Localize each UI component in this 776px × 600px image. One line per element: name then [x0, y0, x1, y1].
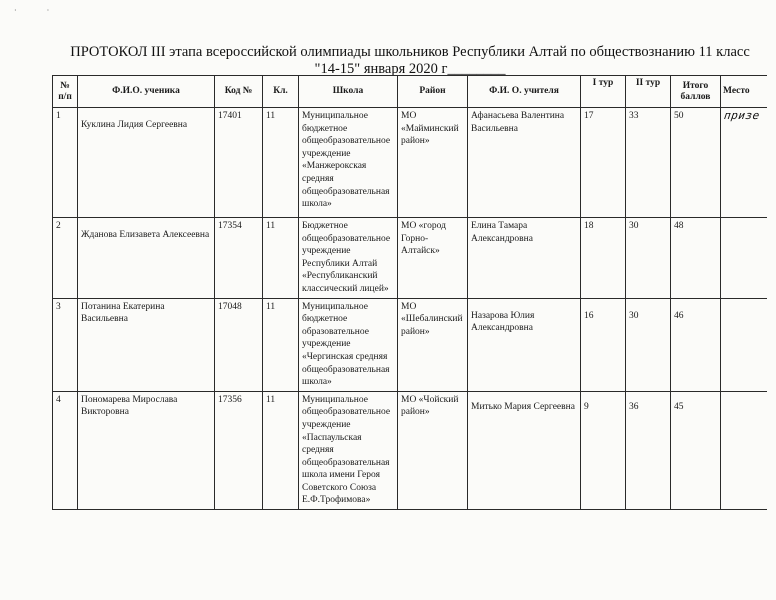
- cell-grade: 11: [263, 108, 299, 218]
- cell-place: [721, 298, 767, 391]
- cell-tour2: 36: [626, 391, 671, 509]
- cell-num: 1: [53, 108, 78, 218]
- header-school: Школа: [299, 76, 398, 108]
- protocol-title: [60, 44, 760, 78]
- table-row: [53, 391, 767, 509]
- cell-school: Муниципальное бюджетное общеобразовательное учреждение «Манжерокская средняя общеобразовательная школа»: [299, 108, 398, 218]
- cell-fio: Потанина Екатерина Васильевна: [78, 298, 215, 391]
- cell-tour2: 30: [626, 218, 671, 299]
- header-tour2: II тур: [626, 76, 671, 108]
- cell-district: МО «Шебалинский район»: [398, 298, 468, 391]
- cell-tour2: 33: [626, 108, 671, 218]
- header-tour1: I тур: [581, 76, 626, 108]
- cell-total: 46: [671, 298, 721, 391]
- cell-district: МО «Чойский район»: [398, 391, 468, 509]
- cell-tour2: 30: [626, 298, 671, 391]
- cell-grade: 11: [263, 218, 299, 299]
- results-table: [52, 75, 767, 510]
- table-row: [53, 218, 767, 299]
- table-row: [53, 298, 767, 391]
- table-row: [53, 108, 767, 218]
- cell-district: МО «город Горно-Алтайск»: [398, 218, 468, 299]
- cell-fio: Пономарева Мирослава Викторовна: [78, 391, 215, 509]
- cell-school: Муниципальное общеобразовательное учреждение «Паспаульская средняя общеобразовательная школа имени Героя Советского Союза Е.Ф.Трофимова»: [299, 391, 398, 509]
- cell-code: 17048: [215, 298, 263, 391]
- header-district: Район: [398, 76, 468, 108]
- cell-place: [721, 391, 767, 509]
- cell-tour1: 16: [581, 298, 626, 391]
- header-place: Место: [721, 76, 767, 108]
- cell-total: 50: [671, 108, 721, 218]
- handwritten-place: призе: [723, 109, 761, 122]
- cell-tour1: 17: [581, 108, 626, 218]
- cell-teacher: Митько Мария Сергеевна: [468, 391, 581, 509]
- header-teacher: Ф.И. О. учителя: [468, 76, 581, 108]
- cell-district: МО «Майминский район»: [398, 108, 468, 218]
- header-row: [53, 76, 767, 108]
- cell-place: [721, 218, 767, 299]
- cell-tour1: 9: [581, 391, 626, 509]
- cell-fio: Жданова Елизавета Алексеевна: [78, 218, 215, 299]
- cell-teacher: Назарова Юлия Александровна: [468, 298, 581, 391]
- cell-code: 17401: [215, 108, 263, 218]
- header-num: № п/п: [53, 76, 78, 108]
- title-line-2: "14-15" января 2020 г________: [314, 61, 506, 77]
- header-code: Код №: [215, 76, 263, 108]
- header-fio: Ф.И.О. ученика: [78, 76, 215, 108]
- cell-school: Муниципальное бюджетное образовательное учреждение «Чергинская средняя общеобразовательная школа»: [299, 298, 398, 391]
- cell-total: 48: [671, 218, 721, 299]
- header-total: Итого баллов: [671, 76, 721, 108]
- scan-specks: · ·: [14, 6, 64, 15]
- cell-teacher: Елина Тамара Александровна: [468, 218, 581, 299]
- cell-code: 17356: [215, 391, 263, 509]
- cell-place: [721, 108, 767, 218]
- cell-teacher: Афанасьева Валентина Васильевна: [468, 108, 581, 218]
- cell-grade: 11: [263, 391, 299, 509]
- header-grade: Кл.: [263, 76, 299, 108]
- cell-num: 4: [53, 391, 78, 509]
- cell-num: 2: [53, 218, 78, 299]
- cell-school: Бюджетное общеобразовательное учреждение Республики Алтай «Республиканский классический лицей»: [299, 218, 398, 299]
- cell-code: 17354: [215, 218, 263, 299]
- cell-total: 45: [671, 391, 721, 509]
- cell-num: 3: [53, 298, 78, 391]
- cell-fio: Куклина Лидия Сергеевна: [78, 108, 215, 218]
- cell-tour1: 18: [581, 218, 626, 299]
- title-line-1: ПРОТОКОЛ III этапа всероссийской олимпиады школьников Республики Алтай по обществознанию 11 класс: [70, 44, 750, 60]
- cell-grade: 11: [263, 298, 299, 391]
